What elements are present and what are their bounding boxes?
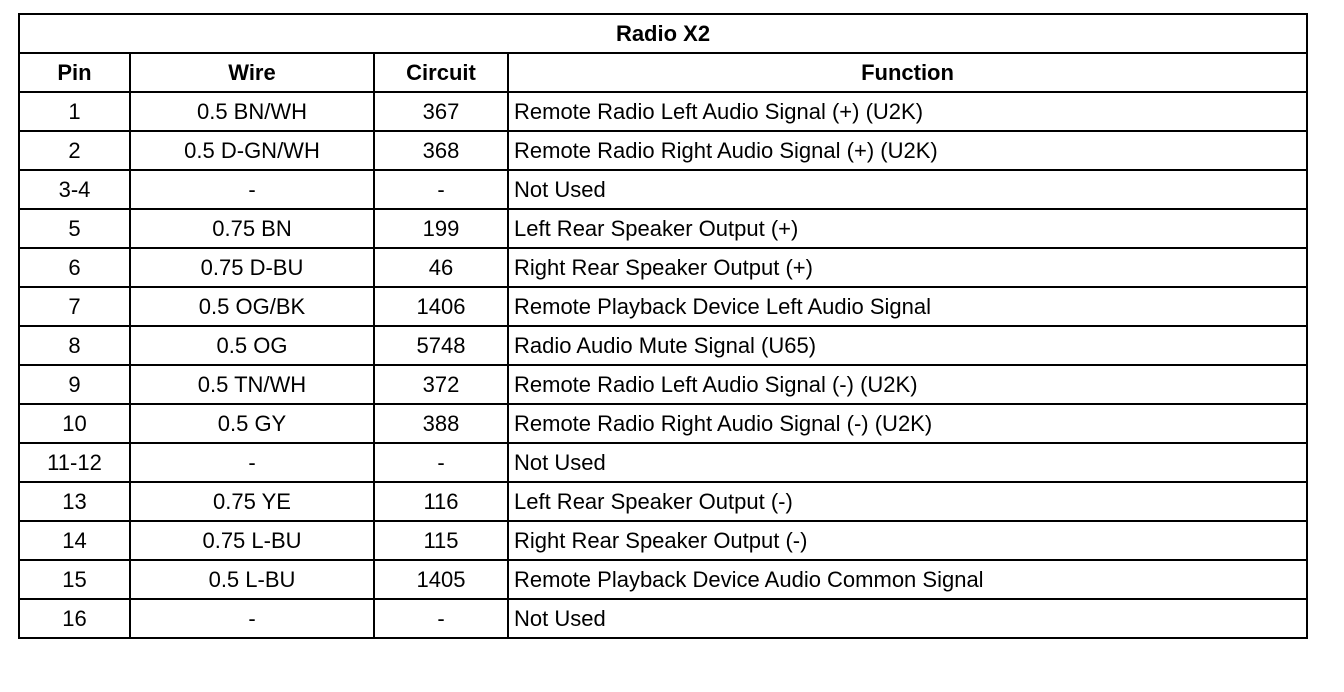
function-cell: Remote Playback Device Left Audio Signal	[508, 287, 1307, 326]
wire-cell: 0.75 L-BU	[130, 521, 374, 560]
circuit-cell: 115	[374, 521, 508, 560]
function-cell: Remote Radio Right Audio Signal (+) (U2K)	[508, 131, 1307, 170]
table-row	[19, 521, 1307, 560]
table-row	[19, 560, 1307, 599]
wire-cell: 0.75 D-BU	[130, 248, 374, 287]
pin-cell: 7	[19, 287, 130, 326]
pin-cell: 2	[19, 131, 130, 170]
header-function: Function	[508, 53, 1307, 92]
circuit-cell: 1405	[374, 560, 508, 599]
table-row	[19, 599, 1307, 638]
table-row	[19, 209, 1307, 248]
table-title-row	[19, 14, 1307, 53]
pin-cell: 16	[19, 599, 130, 638]
table-row	[19, 365, 1307, 404]
circuit-cell: 1406	[374, 287, 508, 326]
wire-cell: 0.5 OG	[130, 326, 374, 365]
wire-cell: 0.5 D-GN/WH	[130, 131, 374, 170]
pin-cell: 5	[19, 209, 130, 248]
function-cell: Left Rear Speaker Output (-)	[508, 482, 1307, 521]
wire-cell: -	[130, 599, 374, 638]
circuit-cell: 116	[374, 482, 508, 521]
table-row	[19, 443, 1307, 482]
pin-cell: 11-12	[19, 443, 130, 482]
table-row	[19, 326, 1307, 365]
function-cell: Not Used	[508, 170, 1307, 209]
table-row	[19, 404, 1307, 443]
circuit-cell: 368	[374, 131, 508, 170]
circuit-cell: 5748	[374, 326, 508, 365]
function-cell: Not Used	[508, 599, 1307, 638]
circuit-cell: -	[374, 170, 508, 209]
pin-cell: 13	[19, 482, 130, 521]
table-row	[19, 170, 1307, 209]
header-wire: Wire	[130, 53, 374, 92]
function-cell: Remote Radio Right Audio Signal (-) (U2K)	[508, 404, 1307, 443]
connector-pinout-table	[18, 13, 1308, 639]
table-row	[19, 248, 1307, 287]
wire-cell: -	[130, 443, 374, 482]
function-cell: Right Rear Speaker Output (+)	[508, 248, 1307, 287]
circuit-cell: -	[374, 443, 508, 482]
table-body	[19, 92, 1307, 638]
wire-cell: 0.5 BN/WH	[130, 92, 374, 131]
header-pin: Pin	[19, 53, 130, 92]
pin-cell: 10	[19, 404, 130, 443]
table-row	[19, 131, 1307, 170]
circuit-cell: 367	[374, 92, 508, 131]
circuit-cell: -	[374, 599, 508, 638]
function-cell: Radio Audio Mute Signal (U65)	[508, 326, 1307, 365]
pin-cell: 6	[19, 248, 130, 287]
pin-cell: 8	[19, 326, 130, 365]
function-cell: Not Used	[508, 443, 1307, 482]
table-row	[19, 92, 1307, 131]
function-cell: Left Rear Speaker Output (+)	[508, 209, 1307, 248]
table-header-row	[19, 53, 1307, 92]
pin-cell: 14	[19, 521, 130, 560]
wire-cell: 0.5 GY	[130, 404, 374, 443]
wire-cell: 0.75 YE	[130, 482, 374, 521]
header-circuit: Circuit	[374, 53, 508, 92]
table-row	[19, 482, 1307, 521]
pin-cell: 15	[19, 560, 130, 599]
table-row	[19, 287, 1307, 326]
circuit-cell: 372	[374, 365, 508, 404]
circuit-cell: 388	[374, 404, 508, 443]
function-cell: Right Rear Speaker Output (-)	[508, 521, 1307, 560]
function-cell: Remote Playback Device Audio Common Signal	[508, 560, 1307, 599]
table-title: Radio X2	[19, 14, 1307, 53]
circuit-cell: 199	[374, 209, 508, 248]
wire-cell: -	[130, 170, 374, 209]
wire-cell: 0.75 BN	[130, 209, 374, 248]
function-cell: Remote Radio Left Audio Signal (-) (U2K)	[508, 365, 1307, 404]
wire-cell: 0.5 TN/WH	[130, 365, 374, 404]
pin-cell: 1	[19, 92, 130, 131]
pin-cell: 3-4	[19, 170, 130, 209]
wire-cell: 0.5 OG/BK	[130, 287, 374, 326]
circuit-cell: 46	[374, 248, 508, 287]
wire-cell: 0.5 L-BU	[130, 560, 374, 599]
function-cell: Remote Radio Left Audio Signal (+) (U2K)	[508, 92, 1307, 131]
pin-cell: 9	[19, 365, 130, 404]
